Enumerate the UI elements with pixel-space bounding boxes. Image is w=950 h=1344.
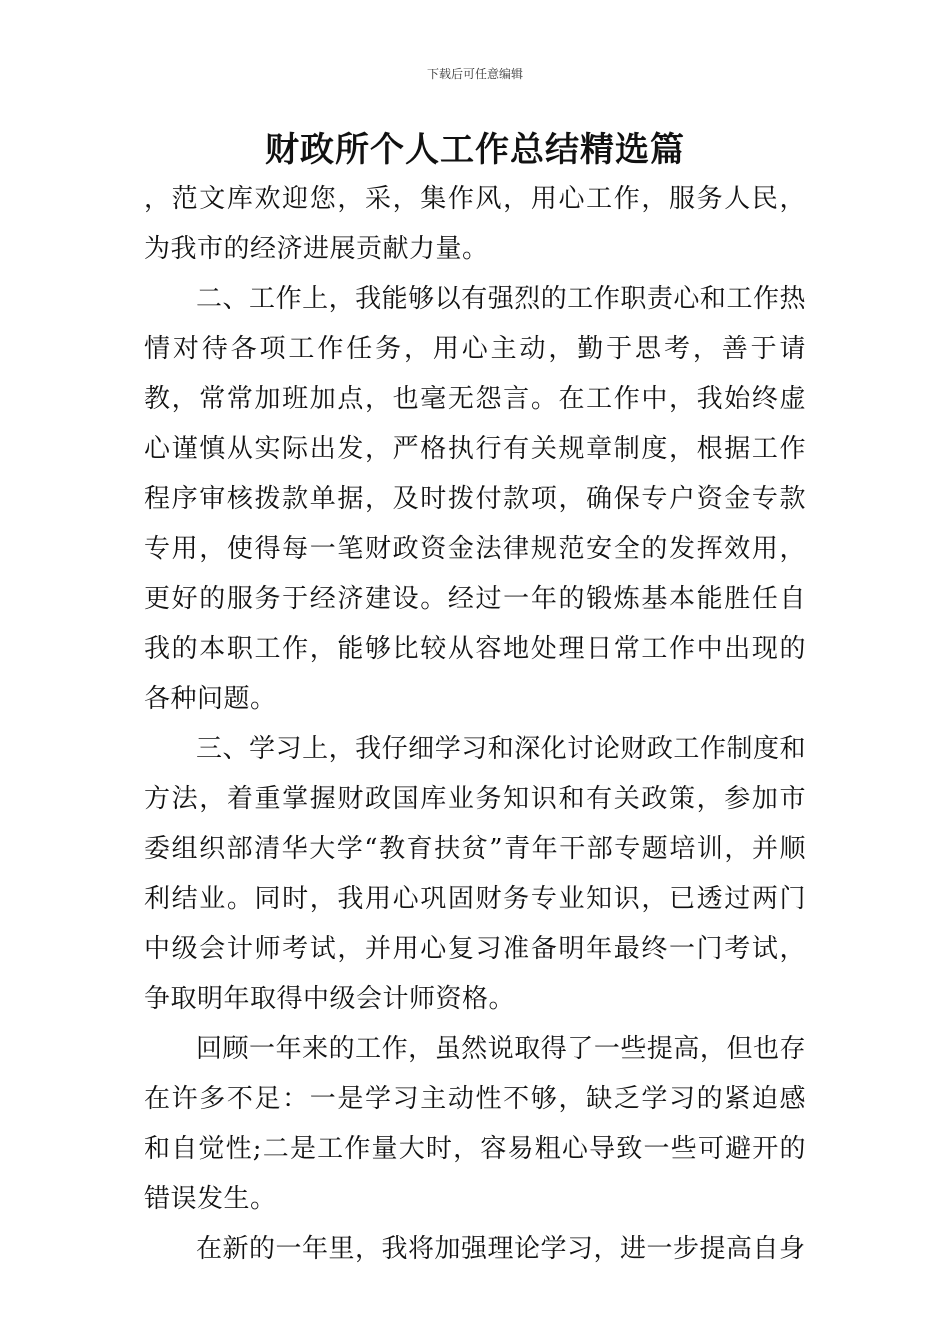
document-body	[144, 174, 806, 1274]
paragraph-4: 回顾一年来的工作，虽然说取得了一些提高，但也存在许多不足：一是学习主动性不够，缺乏学习的紧迫感和自觉性;二是工作量大时，容易粗心导致一些可避开的错误发生。	[144, 1034, 806, 1214]
page-header-note: 下载后可任意编辑	[426, 67, 523, 81]
document-title: 财政所个人工作总结精选篇	[265, 130, 685, 170]
paragraph-3: 三、学习上，我仔细学习和深化讨论财政工作制度和方法，着重掌握财政国库业务知识和有关政策，参加市委组织部清华大学“教育扶贫”青年干部专题培训，并顺利结业。同时，我用心巩固财务专业知识，已透过两门中级会计师考试，并用心复习准备明年最终一门考试，争取明年取得中级会计师资格。	[144, 734, 806, 1014]
paragraph-1: ，范文库欢迎您，采，集作风，用心工作，服务人民，为我市的经济进展贡献力量。	[144, 184, 806, 264]
paragraph-2: 二、工作上，我能够以有强烈的工作职责心和工作热情对待各项工作任务，用心主动，勤于思考，善于请教，常常加班加点，也毫无怨言。在工作中，我始终虚心谨慎从实际出发，严格执行有关规章制度，根据工作程序审核拨款单据，及时拨付款项，确保专户资金专款专用，使得每一笔财政资金法律规范安全的发挥效用，更好的服务于经济建设。经过一年的锻炼基本能胜任自我的本职工作，能够比较从容地处理日常工作中出现的各种问题。	[144, 284, 806, 714]
paragraph-5: 在新的一年里，我将加强理论学习，进一步提高自身	[196, 1234, 806, 1264]
